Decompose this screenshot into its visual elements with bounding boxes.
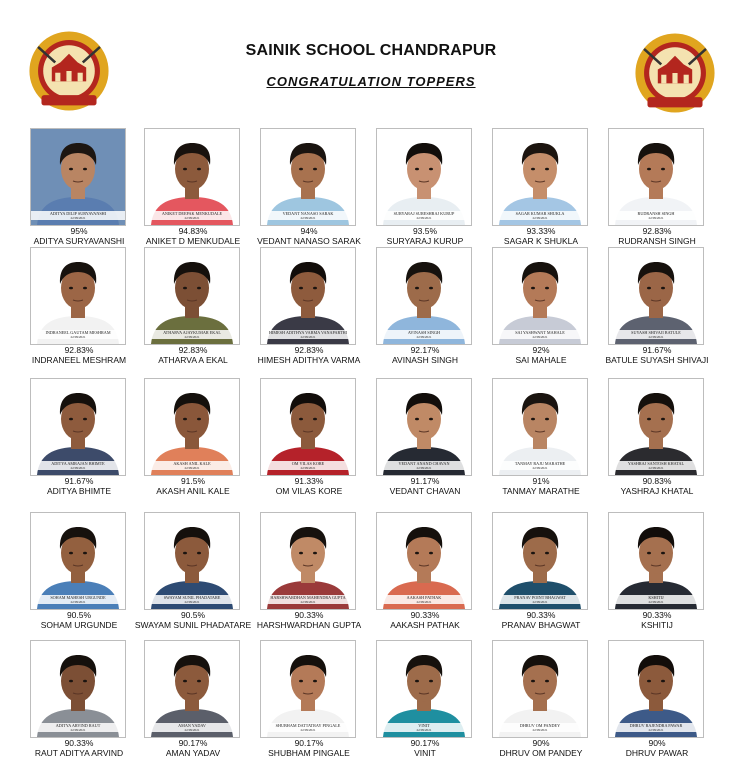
photo-caption bbox=[493, 330, 587, 339]
photo-caption-date: 22/09/2021 bbox=[648, 600, 664, 604]
photo-caption-name: YASHRAJ SANTOSH KHATAL bbox=[627, 461, 685, 466]
photo-caption-date: 22/09/2021 bbox=[416, 216, 432, 220]
photo-caption-name: HIMESH ADITHYA VARMA VANAPARTHI bbox=[268, 330, 348, 335]
photo-caption-name: KSHITIJ bbox=[648, 595, 664, 600]
photo-caption-date: 22/09/2021 bbox=[416, 466, 432, 470]
topper-card bbox=[134, 640, 252, 758]
photo-caption-name: AAKASH PATHAK bbox=[406, 595, 442, 600]
topper-percentage: 90.5% bbox=[180, 610, 206, 620]
photo-caption-name: HARSHWARDHAN MAHENDRA GUPTA bbox=[270, 595, 346, 600]
photo-caption-name: AKASH ANIL KALE bbox=[173, 461, 211, 466]
student-photo bbox=[376, 512, 472, 610]
topper-percentage: 91.33% bbox=[294, 476, 324, 486]
topper-name: SOHAM URGUNDE bbox=[40, 620, 118, 630]
topper-percentage: 90.83% bbox=[642, 476, 672, 486]
photo-caption bbox=[145, 330, 239, 339]
topper-percentage: 90% bbox=[648, 738, 666, 748]
photo-caption bbox=[493, 211, 587, 220]
photo-caption bbox=[261, 211, 355, 220]
topper-percentage: 90.33% bbox=[642, 610, 672, 620]
topper-name: ATHARVA A EKAL bbox=[158, 355, 228, 365]
topper-percentage: 90.33% bbox=[526, 610, 556, 620]
student-photo bbox=[144, 512, 240, 610]
topper-name: SAGAR K SHUKLA bbox=[503, 236, 579, 246]
topper-name: RAUT ADITYA ARVIND bbox=[34, 748, 124, 758]
topper-card bbox=[598, 640, 716, 758]
student-photo bbox=[492, 640, 588, 738]
student-photo bbox=[30, 512, 126, 610]
topper-name: TANMAY MARATHE bbox=[502, 486, 580, 496]
photo-caption-date: 22/09/2021 bbox=[648, 335, 664, 339]
student-photo bbox=[492, 128, 588, 226]
photo-caption-date: 22/09/2021 bbox=[300, 216, 316, 220]
photo-caption bbox=[493, 723, 587, 732]
photo-caption-name: TANMAY RAJU MARATHE bbox=[514, 461, 566, 466]
photo-caption-name: VEDANT NANASO SARAK bbox=[282, 211, 334, 216]
topper-card bbox=[366, 640, 484, 758]
topper-card bbox=[482, 378, 600, 496]
photo-caption-name: ADITYA ARVIND RAUT bbox=[55, 723, 101, 728]
topper-name: HARSHWARDHAN GUPTA bbox=[256, 620, 362, 630]
photo-caption-date: 22/09/2021 bbox=[532, 600, 548, 604]
topper-card bbox=[250, 378, 368, 496]
student-photo bbox=[608, 247, 704, 345]
topper-percentage: 92.17% bbox=[410, 345, 440, 355]
photo-caption-name: SAGAR KUMAR SHUKLA bbox=[515, 211, 565, 216]
topper-card bbox=[598, 128, 716, 246]
student-photo bbox=[608, 640, 704, 738]
photo-caption-name: PRANAV POINT BHAGWAT bbox=[514, 595, 566, 600]
topper-card bbox=[250, 640, 368, 758]
photo-caption-date: 22/09/2021 bbox=[416, 728, 432, 732]
topper-card bbox=[482, 512, 600, 630]
topper-card bbox=[20, 247, 138, 365]
photo-caption-date: 22/09/2021 bbox=[300, 335, 316, 339]
topper-card bbox=[366, 247, 484, 365]
photo-caption-date: 22/09/2021 bbox=[184, 335, 200, 339]
photo-caption-name: VEDANT ANAND CHAVAN bbox=[398, 461, 450, 466]
topper-percentage: 94.83% bbox=[178, 226, 208, 236]
student-photo bbox=[608, 128, 704, 226]
topper-name: RUDRANSH SINGH bbox=[618, 236, 696, 246]
photo-caption-name: VINIT bbox=[418, 723, 430, 728]
school-logo-left bbox=[26, 28, 112, 114]
photo-caption-date: 22/09/2021 bbox=[70, 335, 86, 339]
photo-caption-date: 22/09/2021 bbox=[416, 335, 432, 339]
photo-caption bbox=[145, 723, 239, 732]
photo-caption bbox=[493, 595, 587, 604]
photo-caption bbox=[145, 461, 239, 470]
student-photo bbox=[608, 512, 704, 610]
topper-card bbox=[250, 247, 368, 365]
photo-caption-date: 22/09/2021 bbox=[532, 728, 548, 732]
topper-percentage: 91.5% bbox=[180, 476, 206, 486]
topper-percentage: 92.83% bbox=[178, 345, 208, 355]
photo-caption-name: SWAYAM SUNIL PHADATARE bbox=[163, 595, 221, 600]
photo-caption bbox=[261, 595, 355, 604]
photo-caption-date: 22/09/2021 bbox=[184, 216, 200, 220]
topper-percentage: 92.83% bbox=[64, 345, 94, 355]
photo-caption bbox=[261, 461, 355, 470]
photo-caption-date: 22/09/2021 bbox=[648, 216, 664, 220]
topper-percentage: 90.33% bbox=[64, 738, 94, 748]
topper-name: SURYARAJ KURUP bbox=[386, 236, 464, 246]
topper-percentage: 91.67% bbox=[642, 345, 672, 355]
topper-name: VEDANT CHAVAN bbox=[389, 486, 461, 496]
student-photo bbox=[144, 128, 240, 226]
photo-caption-name: RUDRANSH SINGH bbox=[637, 211, 675, 216]
topper-card bbox=[134, 378, 252, 496]
photo-caption-name: ADITYA DILIP SURYAVANSHI bbox=[49, 211, 107, 216]
photo-caption-date: 22/09/2021 bbox=[648, 728, 664, 732]
topper-percentage: 91.67% bbox=[64, 476, 94, 486]
student-photo bbox=[30, 378, 126, 476]
student-photo bbox=[144, 378, 240, 476]
photo-caption-date: 22/09/2021 bbox=[184, 728, 200, 732]
topper-card bbox=[134, 128, 252, 246]
photo-caption bbox=[609, 211, 703, 220]
topper-card bbox=[482, 247, 600, 365]
topper-name: OM VILAS KORE bbox=[275, 486, 343, 496]
topper-name: DHRUV PAWAR bbox=[625, 748, 689, 758]
topper-percentage: 93.5% bbox=[412, 226, 438, 236]
topper-card bbox=[250, 512, 368, 630]
photo-caption-name: SUYASH SHIVAJI BATULE bbox=[631, 330, 681, 335]
photo-caption-date: 22/09/2021 bbox=[300, 600, 316, 604]
student-photo bbox=[376, 128, 472, 226]
photo-caption bbox=[31, 461, 125, 470]
student-photo bbox=[30, 128, 126, 226]
topper-percentage: 92% bbox=[532, 345, 550, 355]
topper-name: KSHITIJ bbox=[641, 620, 673, 630]
topper-percentage: 90.17% bbox=[294, 738, 324, 748]
topper-card bbox=[598, 247, 716, 365]
photo-caption bbox=[377, 595, 471, 604]
student-photo bbox=[260, 640, 356, 738]
topper-card bbox=[366, 512, 484, 630]
photo-caption bbox=[609, 330, 703, 339]
photo-caption-name: AMAN YADAV bbox=[178, 723, 206, 728]
topper-card bbox=[598, 512, 716, 630]
photo-caption bbox=[31, 595, 125, 604]
topper-name: YASHRAJ KHATAL bbox=[620, 486, 694, 496]
topper-percentage: 91.17% bbox=[410, 476, 440, 486]
photo-caption-date: 22/09/2021 bbox=[300, 466, 316, 470]
page-subtitle: CONGRATULATION TOPPERS bbox=[266, 74, 476, 89]
topper-card bbox=[20, 512, 138, 630]
topper-name: AVINASH SINGH bbox=[392, 355, 458, 365]
topper-name: PRANAV BHAGWAT bbox=[501, 620, 581, 630]
student-photo bbox=[492, 378, 588, 476]
photo-caption bbox=[609, 723, 703, 732]
topper-name: HIMESH ADITHYA VARMA bbox=[257, 355, 361, 365]
photo-caption-name: SHUBHAM DATTATRAY PINGALE bbox=[275, 723, 341, 728]
photo-caption bbox=[261, 330, 355, 339]
photo-caption bbox=[145, 595, 239, 604]
photo-caption-name: OM VILAS KORE bbox=[291, 461, 325, 466]
topper-name: ANIKET D MENKUDALE bbox=[145, 236, 241, 246]
school-crest-icon bbox=[26, 28, 112, 114]
student-photo bbox=[144, 247, 240, 345]
topper-card bbox=[598, 378, 716, 496]
photo-caption-name: DHRUV RAJENDRA PAWAR bbox=[629, 723, 683, 728]
topper-name: AMAN YADAV bbox=[165, 748, 221, 758]
topper-name: SAI MAHALE bbox=[515, 355, 567, 365]
topper-percentage: 93.33% bbox=[526, 226, 556, 236]
topper-percentage: 91% bbox=[532, 476, 550, 486]
student-photo bbox=[492, 512, 588, 610]
topper-card bbox=[482, 640, 600, 758]
photo-caption bbox=[261, 723, 355, 732]
topper-card bbox=[366, 128, 484, 246]
photo-caption-name: INDRANEEL GAUTAM MESHRAM bbox=[45, 330, 111, 335]
photo-caption-date: 22/09/2021 bbox=[416, 600, 432, 604]
topper-name: DHRUV OM PANDEY bbox=[499, 748, 583, 758]
photo-caption bbox=[31, 723, 125, 732]
topper-percentage: 90.33% bbox=[294, 610, 324, 620]
topper-name: ADITYA SURYAVANSHI bbox=[33, 236, 125, 246]
photo-caption bbox=[493, 461, 587, 470]
photo-caption-name: ATHARVA AJAYKUMAR EKAL bbox=[163, 330, 221, 335]
photo-caption-date: 22/09/2021 bbox=[648, 466, 664, 470]
student-photo bbox=[608, 378, 704, 476]
topper-card bbox=[134, 512, 252, 630]
student-photo bbox=[260, 128, 356, 226]
topper-card bbox=[482, 128, 600, 246]
topper-name: ADITYA BHIMTE bbox=[46, 486, 112, 496]
topper-card bbox=[20, 128, 138, 246]
student-photo bbox=[376, 640, 472, 738]
topper-name: AAKASH PATHAK bbox=[390, 620, 460, 630]
photo-caption bbox=[377, 211, 471, 220]
photo-caption-name: SOHAM MAHESH URGUNDE bbox=[50, 595, 106, 600]
photo-caption-date: 22/09/2021 bbox=[532, 335, 548, 339]
student-photo bbox=[492, 247, 588, 345]
photo-caption-date: 22/09/2021 bbox=[70, 216, 86, 220]
photo-caption-date: 22/09/2021 bbox=[532, 216, 548, 220]
student-photo bbox=[30, 247, 126, 345]
photo-caption-date: 22/09/2021 bbox=[532, 466, 548, 470]
topper-name: SWAYAM SUNIL PHADATARE bbox=[134, 620, 252, 630]
topper-percentage: 90.5% bbox=[66, 610, 92, 620]
topper-percentage: 92.83% bbox=[294, 345, 324, 355]
student-photo bbox=[144, 640, 240, 738]
photo-caption-date: 22/09/2021 bbox=[70, 466, 86, 470]
photo-caption-date: 22/09/2021 bbox=[184, 466, 200, 470]
photo-caption bbox=[31, 211, 125, 220]
photo-caption bbox=[377, 330, 471, 339]
topper-card bbox=[366, 378, 484, 496]
topper-card bbox=[20, 378, 138, 496]
topper-percentage: 90.33% bbox=[410, 610, 440, 620]
photo-caption-date: 22/09/2021 bbox=[70, 600, 86, 604]
student-photo bbox=[30, 640, 126, 738]
student-photo bbox=[260, 247, 356, 345]
photo-caption-name: SURYARAJ SURESHRAJ KURUP bbox=[393, 211, 455, 216]
photo-caption-name: SAI YASHWANT MAHALE bbox=[515, 330, 565, 335]
student-photo bbox=[376, 378, 472, 476]
topper-card bbox=[20, 640, 138, 758]
topper-name: INDRANEEL MESHRAM bbox=[31, 355, 127, 365]
photo-caption-name: AVINASH SINGH bbox=[407, 330, 441, 335]
photo-caption-name: ANIKET DEEPAK MENKUDALE bbox=[161, 211, 223, 216]
student-photo bbox=[376, 247, 472, 345]
topper-name: BATULE SUYASH SHIVAJI bbox=[605, 355, 709, 365]
topper-percentage: 92.83% bbox=[642, 226, 672, 236]
photo-caption bbox=[377, 461, 471, 470]
photo-caption-name: ADITYA AMRAJAN BHIMTE bbox=[51, 461, 105, 466]
topper-percentage: 90.17% bbox=[410, 738, 440, 748]
topper-card bbox=[250, 128, 368, 246]
topper-percentage: 90.17% bbox=[178, 738, 208, 748]
topper-name: AKASH ANIL KALE bbox=[156, 486, 230, 496]
photo-caption-date: 22/09/2021 bbox=[184, 600, 200, 604]
photo-caption bbox=[31, 330, 125, 339]
photo-caption bbox=[609, 461, 703, 470]
topper-name: VEDANT NANASO SARAK bbox=[257, 236, 361, 246]
photo-caption-date: 22/09/2021 bbox=[300, 728, 316, 732]
student-photo bbox=[260, 512, 356, 610]
topper-percentage: 94% bbox=[300, 226, 318, 236]
topper-percentage: 90% bbox=[532, 738, 550, 748]
topper-name: SHUBHAM PINGALE bbox=[268, 748, 350, 758]
page-title: SAINIK SCHOOL CHANDRAPUR bbox=[245, 42, 497, 59]
student-photo bbox=[260, 378, 356, 476]
photo-caption bbox=[145, 211, 239, 220]
topper-card bbox=[134, 247, 252, 365]
topper-percentage: 95% bbox=[70, 226, 88, 236]
topper-name: VINIT bbox=[414, 748, 436, 758]
photo-caption-name: DHRUV OM PANDEY bbox=[519, 723, 561, 728]
photo-caption-date: 22/09/2021 bbox=[70, 728, 86, 732]
photo-caption bbox=[609, 595, 703, 604]
photo-caption bbox=[377, 723, 471, 732]
